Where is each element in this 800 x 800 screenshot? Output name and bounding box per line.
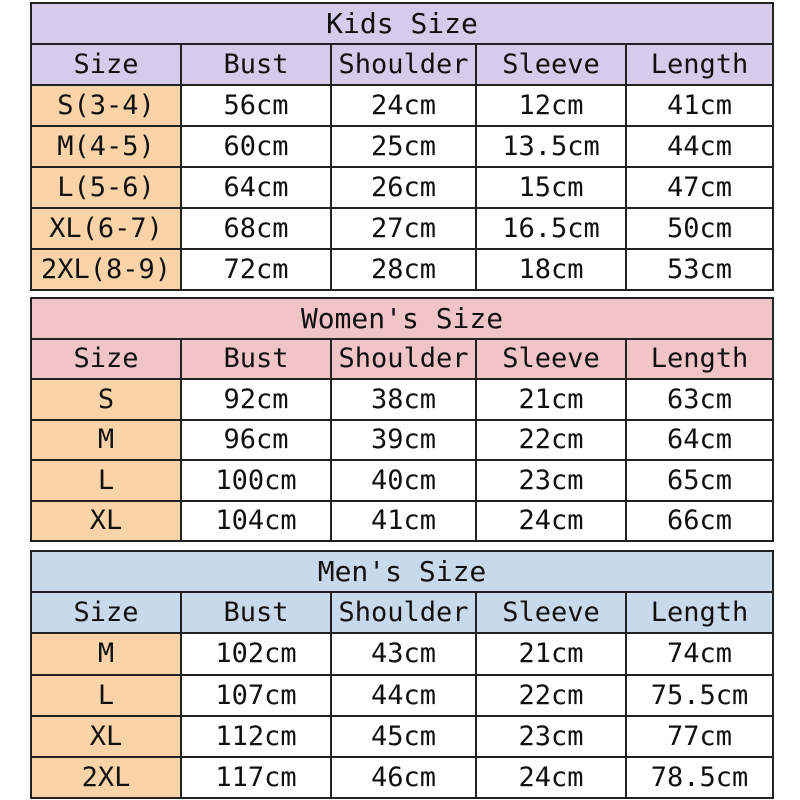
- sleeve-cell: 24cm: [476, 757, 626, 798]
- sleeve-cell: 15cm: [476, 167, 626, 208]
- length-cell: 41cm: [626, 85, 773, 126]
- length-cell: 44cm: [626, 126, 773, 167]
- bust-cell: 60cm: [181, 126, 331, 167]
- column-header-shoulder: Shoulder: [331, 339, 476, 380]
- table-title: Men's Size: [31, 551, 773, 592]
- table-title-row: [31, 298, 773, 339]
- table-row: [31, 208, 773, 249]
- column-header-sleeve: Sleeve: [476, 339, 626, 380]
- sleeve-cell: 21cm: [476, 379, 626, 420]
- length-cell: 65cm: [626, 460, 773, 501]
- sleeve-cell: 22cm: [476, 420, 626, 461]
- length-cell: 53cm: [626, 249, 773, 290]
- bust-cell: 96cm: [181, 420, 331, 461]
- column-header-bust: Bust: [181, 339, 331, 380]
- size-label-cell: L: [31, 460, 181, 501]
- bust-cell: 100cm: [181, 460, 331, 501]
- shoulder-cell: 43cm: [331, 633, 476, 674]
- column-header-shoulder: Shoulder: [331, 44, 476, 85]
- shoulder-cell: 44cm: [331, 675, 476, 716]
- table-title-row: [31, 551, 773, 592]
- length-cell: 75.5cm: [626, 675, 773, 716]
- shoulder-cell: 45cm: [331, 716, 476, 757]
- table-row: [31, 633, 773, 674]
- kids-size-table: [30, 2, 774, 291]
- header-row: [31, 339, 773, 380]
- shoulder-cell: 24cm: [331, 85, 476, 126]
- shoulder-cell: 25cm: [331, 126, 476, 167]
- sleeve-cell: 16.5cm: [476, 208, 626, 249]
- size-label-cell: L: [31, 675, 181, 716]
- shoulder-cell: 38cm: [331, 379, 476, 420]
- bust-cell: 68cm: [181, 208, 331, 249]
- length-cell: 64cm: [626, 420, 773, 461]
- bust-cell: 56cm: [181, 85, 331, 126]
- sleeve-cell: 13.5cm: [476, 126, 626, 167]
- header-row: [31, 44, 773, 85]
- size-label-cell: XL: [31, 501, 181, 542]
- sleeve-cell: 24cm: [476, 501, 626, 542]
- length-cell: 47cm: [626, 167, 773, 208]
- table-row: [31, 167, 773, 208]
- table-row: [31, 249, 773, 290]
- length-cell: 78.5cm: [626, 757, 773, 798]
- table-row: [31, 716, 773, 757]
- size-label-cell: 2XL(8-9): [31, 249, 181, 290]
- bust-cell: 117cm: [181, 757, 331, 798]
- column-header-size: Size: [31, 44, 181, 85]
- table-row: [31, 501, 773, 542]
- column-header-length: Length: [626, 592, 773, 633]
- shoulder-cell: 28cm: [331, 249, 476, 290]
- bust-cell: 92cm: [181, 379, 331, 420]
- length-cell: 50cm: [626, 208, 773, 249]
- sleeve-cell: 22cm: [476, 675, 626, 716]
- size-label-cell: 2XL: [31, 757, 181, 798]
- size-label-cell: XL: [31, 716, 181, 757]
- column-header-size: Size: [31, 339, 181, 380]
- sleeve-cell: 18cm: [476, 249, 626, 290]
- table-row: [31, 126, 773, 167]
- table-row: [31, 85, 773, 126]
- sleeve-cell: 21cm: [476, 633, 626, 674]
- bust-cell: 112cm: [181, 716, 331, 757]
- table-row: [31, 675, 773, 716]
- size-label-cell: S(3-4): [31, 85, 181, 126]
- bust-cell: 104cm: [181, 501, 331, 542]
- womens-size-table: [30, 297, 774, 542]
- table-title-row: [31, 3, 773, 44]
- length-cell: 66cm: [626, 501, 773, 542]
- column-header-sleeve: Sleeve: [476, 44, 626, 85]
- header-row: [31, 592, 773, 633]
- length-cell: 63cm: [626, 379, 773, 420]
- column-header-bust: Bust: [181, 44, 331, 85]
- column-header-length: Length: [626, 339, 773, 380]
- shoulder-cell: 40cm: [331, 460, 476, 501]
- table-row: [31, 420, 773, 461]
- table-row: [31, 460, 773, 501]
- table-row: [31, 757, 773, 798]
- bust-cell: 64cm: [181, 167, 331, 208]
- length-cell: 77cm: [626, 716, 773, 757]
- length-cell: 74cm: [626, 633, 773, 674]
- table-title: Kids Size: [31, 3, 773, 44]
- column-header-sleeve: Sleeve: [476, 592, 626, 633]
- sleeve-cell: 12cm: [476, 85, 626, 126]
- sleeve-cell: 23cm: [476, 460, 626, 501]
- size-label-cell: XL(6-7): [31, 208, 181, 249]
- shoulder-cell: 27cm: [331, 208, 476, 249]
- shoulder-cell: 26cm: [331, 167, 476, 208]
- column-header-length: Length: [626, 44, 773, 85]
- sleeve-cell: 23cm: [476, 716, 626, 757]
- column-header-size: Size: [31, 592, 181, 633]
- column-header-bust: Bust: [181, 592, 331, 633]
- bust-cell: 102cm: [181, 633, 331, 674]
- size-label-cell: L(5-6): [31, 167, 181, 208]
- shoulder-cell: 39cm: [331, 420, 476, 461]
- size-label-cell: M: [31, 420, 181, 461]
- shoulder-cell: 41cm: [331, 501, 476, 542]
- size-label-cell: S: [31, 379, 181, 420]
- column-header-shoulder: Shoulder: [331, 592, 476, 633]
- size-label-cell: M(4-5): [31, 126, 181, 167]
- table-title: Women's Size: [31, 298, 773, 339]
- bust-cell: 107cm: [181, 675, 331, 716]
- table-row: [31, 379, 773, 420]
- bust-cell: 72cm: [181, 249, 331, 290]
- shoulder-cell: 46cm: [331, 757, 476, 798]
- size-label-cell: M: [31, 633, 181, 674]
- mens-size-table: [30, 550, 774, 799]
